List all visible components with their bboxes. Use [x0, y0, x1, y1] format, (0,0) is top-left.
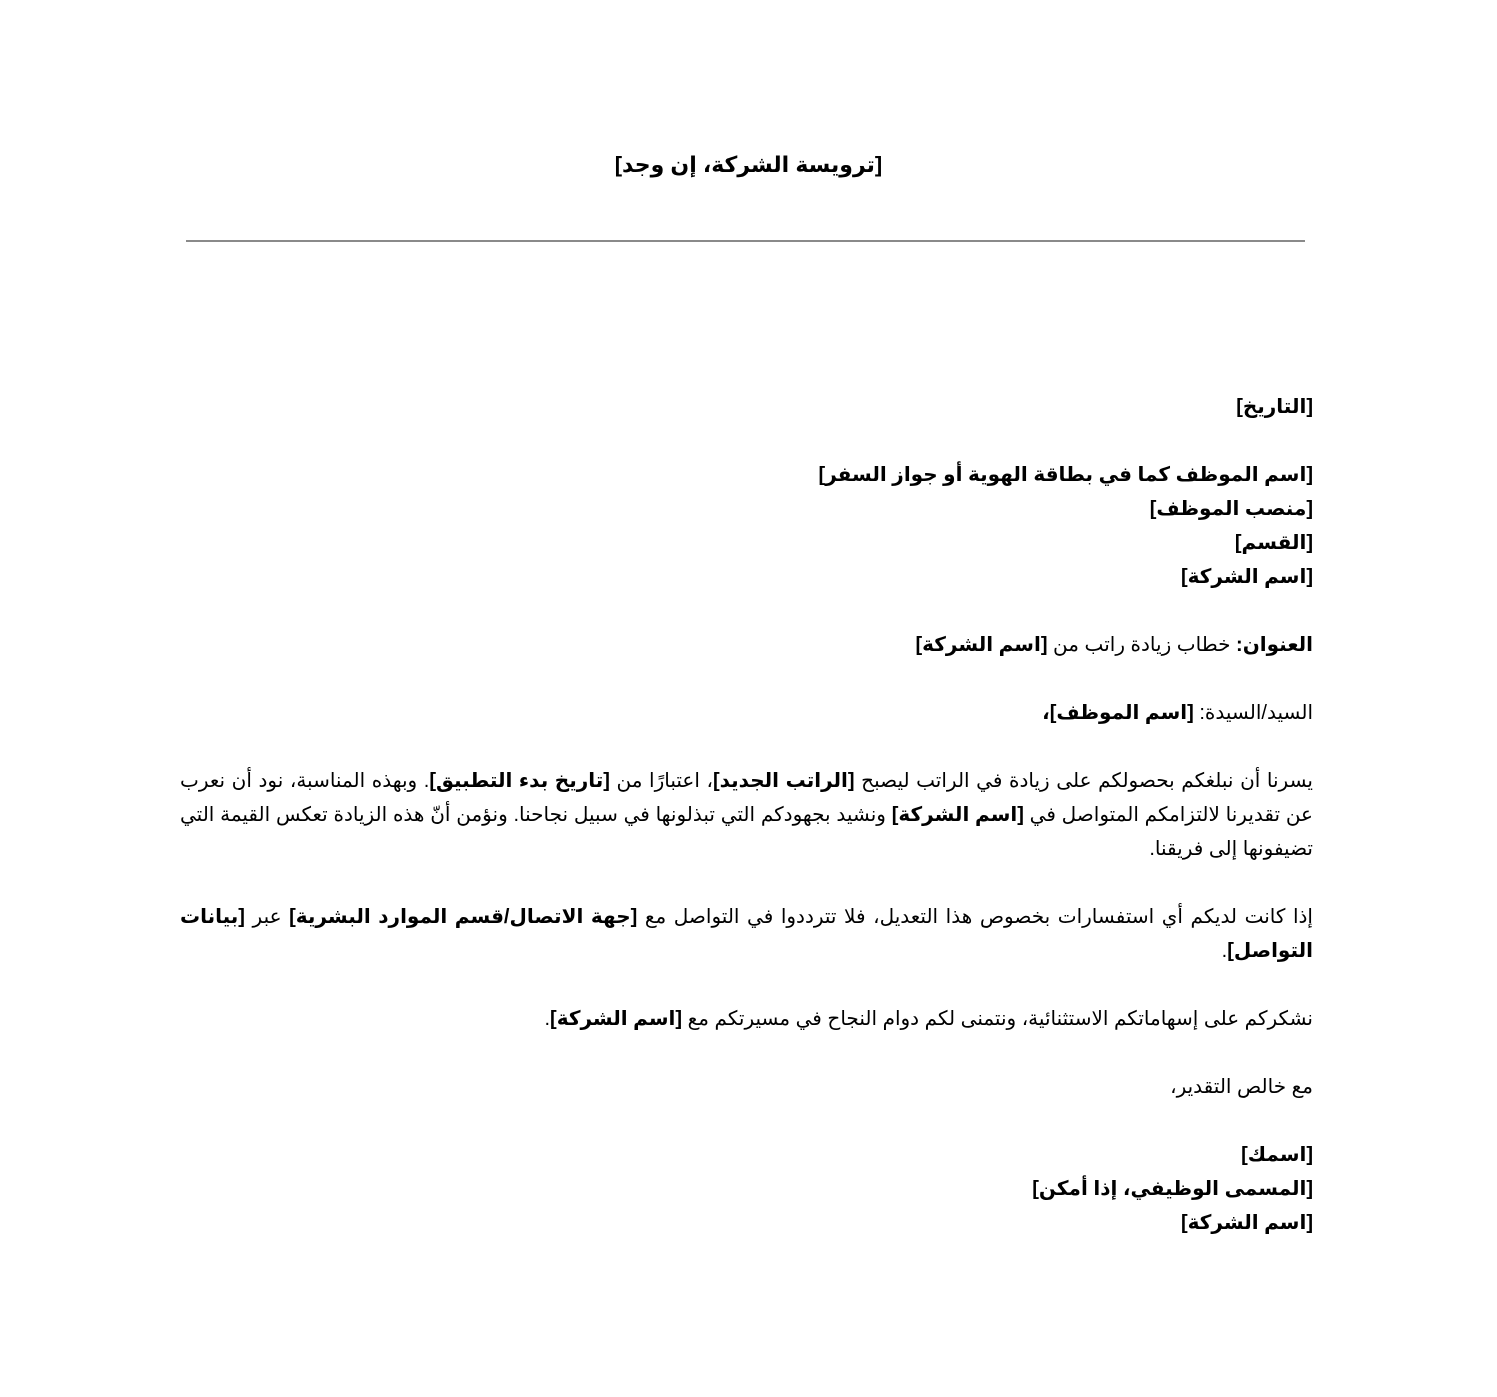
- p3-company-placeholder: [اسم الشركة]: [550, 1008, 683, 1030]
- p2-text-2: عبر: [244, 906, 290, 928]
- closing: مع خالص التقدير،: [1170, 1076, 1313, 1098]
- paragraph-raise-announcement: [180, 764, 1313, 866]
- recipient-department: [القسم]: [1234, 532, 1313, 554]
- new-salary-placeholder: [الراتب الجديد]: [712, 770, 855, 792]
- paragraph-contact: [180, 900, 1313, 968]
- p2-text-3: .: [1221, 940, 1228, 962]
- effective-date-placeholder: [تاريخ بدء التطبيق]: [429, 770, 610, 792]
- p1-text-1: يسرنا أن نبلغكم بحصولكم على زيادة في الراتب ليصبح: [854, 770, 1313, 792]
- p3-text-1: نشكركم على إسهاماتكم الاستثنائية، ونتمنى لكم دوام النجاح في مسيرتكم مع: [682, 1008, 1313, 1030]
- subject-line: [180, 628, 1313, 662]
- signature-title: [المسمى الوظيفي، إذا أمكن]: [1032, 1178, 1313, 1200]
- p1-text-3: . وبهذه المناسبة، نود أن نعرب عن تقديرنا لالتزامكم المتواصل في: [180, 770, 1313, 826]
- recipient-block: [180, 458, 1313, 594]
- p3-text-2: .: [544, 1008, 551, 1030]
- letter-body: [180, 390, 1313, 1240]
- contact-details-placeholder: [بيانات التواصل]: [180, 906, 1313, 962]
- recipient-company: [اسم الشركة]: [1180, 566, 1313, 588]
- recipient-position: [منصب الموظف]: [1149, 498, 1313, 520]
- paragraph-thanks: [180, 1002, 1313, 1036]
- letter-date: [التاريخ]: [1236, 396, 1313, 418]
- header-divider: [186, 240, 1305, 242]
- contact-placeholder: [جهة الاتصال/قسم الموارد البشرية]: [289, 906, 638, 928]
- salutation: [180, 696, 1313, 730]
- p2-text-1: إذا كانت لديكم أي استفسارات بخصوص هذا التعديل، فلا تترددوا في التواصل مع: [637, 906, 1313, 928]
- signature-company: [اسم الشركة]: [1180, 1212, 1313, 1234]
- salutation-prefix: السيد/السيدة:: [1193, 702, 1313, 724]
- recipient-name: [اسم الموظف كما في بطاقة الهوية أو جواز السفر]: [818, 464, 1313, 486]
- subject-label: العنوان:: [1236, 634, 1313, 656]
- signature-block: [180, 1138, 1313, 1240]
- subject-text: خطاب زيادة راتب من: [1047, 634, 1237, 656]
- letterhead: [ترويسة الشركة، إن وجد]: [614, 152, 883, 177]
- p1-text-2: ، اعتبارًا من: [609, 770, 713, 792]
- salutation-name: [اسم الموظف]: [1049, 702, 1194, 724]
- subject-company: [اسم الشركة]: [915, 634, 1048, 656]
- signature-name: [اسمك]: [1241, 1144, 1313, 1166]
- p1-text-4: ونشيد بجهودكم التي تبذلونها في سبيل نجاحنا. ونؤمن أنّ هذه الزيادة تعكس القيمة التي تضيفونها إلى فريقنا.: [180, 804, 1313, 860]
- salutation-suffix: ،: [1042, 702, 1050, 724]
- p1-company-placeholder: [اسم الشركة]: [891, 804, 1024, 826]
